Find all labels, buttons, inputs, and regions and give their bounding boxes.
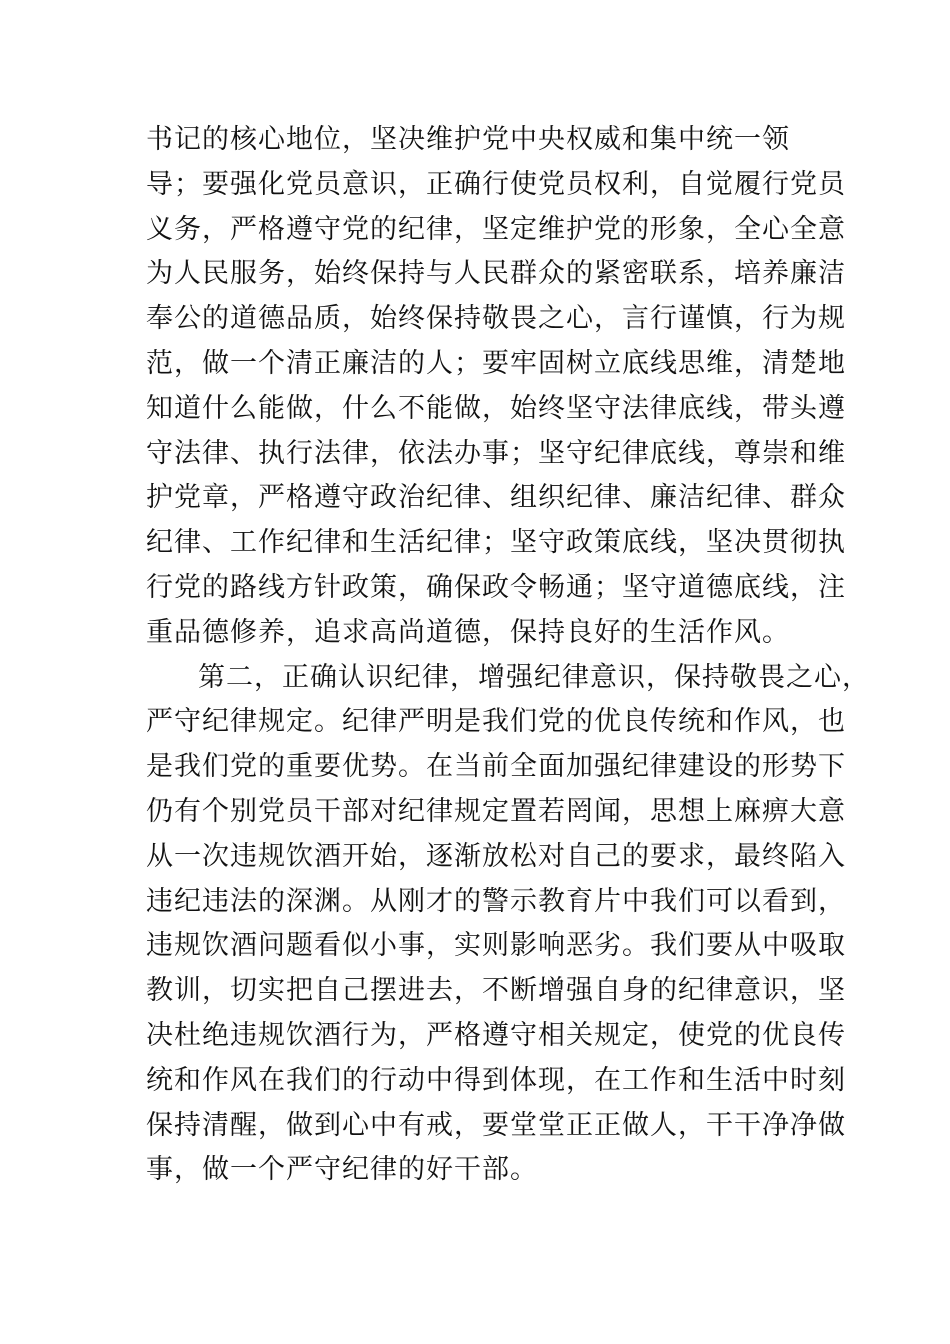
paragraph-1-line: 书记的核心地位，坚决维护党中央权威和集中统一领 <box>146 124 790 155</box>
paragraph-2-line: 事，做一个严守纪律的好干部。 <box>146 1154 538 1186</box>
paragraph-1-line: 导；要强化党员意识，正确行使党员权利，自觉履行党员 <box>146 168 846 200</box>
paragraph-1-line: 行党的路线方针政策，确保政令畅通；坚守道德底线，注 <box>146 571 846 603</box>
paragraph-2-line: 从一次违规饮酒开始，逐渐放松对自己的要求，最终陷入 <box>146 840 846 872</box>
paragraph-1-line: 守法律、执行法律，依法办事；坚守纪律底线，尊崇和维 <box>146 437 846 469</box>
paragraph-1-line: 为人民服务，始终保持与人民群众的紧密联系，培养廉洁 <box>146 258 846 290</box>
paragraph-2-line: 统和作风在我们的行动中得到体现，在工作和生活中时刻 <box>146 1064 846 1096</box>
body-text <box>146 118 870 1193</box>
paragraph-1-line: 奉公的道德品质，始终保持敬畏之心，言行谨慎，行为规 <box>146 303 846 335</box>
paragraph-2-line: 决杜绝违规饮酒行为，严格遵守相关规定，使党的优良传 <box>146 1019 846 1051</box>
paragraph-2-line: 保持清醒，做到心中有戒，要堂堂正正做人，干干净净做 <box>146 1109 846 1141</box>
paragraph-1-line: 纪律、工作纪律和生活纪律；坚守政策底线，坚决贯彻执 <box>146 527 846 559</box>
paragraph-2-line: 违纪违法的深渊。从刚才的警示教育片中我们可以看到， <box>146 885 846 917</box>
paragraph-2-line: 教训，切实把自己摆进去，不断增强自身的纪律意识，坚 <box>146 975 846 1007</box>
paragraph-1-line: 范，做一个清正廉洁的人；要牢固树立底线思维，清楚地 <box>146 347 846 379</box>
paragraph-2-line: 违规饮酒问题看似小事，实则影响恶劣。我们要从中吸取 <box>146 930 846 962</box>
paragraph-1-line: 重品德修养，追求高尚道德，保持良好的生活作风。 <box>146 616 790 648</box>
paragraph-2-line: 仍有个别党员干部对纪律规定置若罔闻，思想上麻痹大意 <box>146 795 846 827</box>
paragraph-1-line: 义务，严格遵守党的纪律，坚定维护党的形象，全心全意 <box>146 213 846 245</box>
paragraph-1-line: 护党章，严格遵守政治纪律、组织纪律、廉洁纪律、群众 <box>146 482 846 514</box>
paragraph-1-line: 知道什么能做，什么不能做，始终坚守法律底线，带头遵 <box>146 392 846 424</box>
paragraph-2-line: 是我们党的重要优势。在当前全面加强纪律建设的形势下 <box>146 751 846 783</box>
paragraph-2-line: 严守纪律规定。纪律严明是我们党的优良传统和作风，也 <box>146 706 846 738</box>
paragraph-2-first-line: 第二，正确认识纪律，增强纪律意识，保持敬畏之心， <box>198 661 870 693</box>
